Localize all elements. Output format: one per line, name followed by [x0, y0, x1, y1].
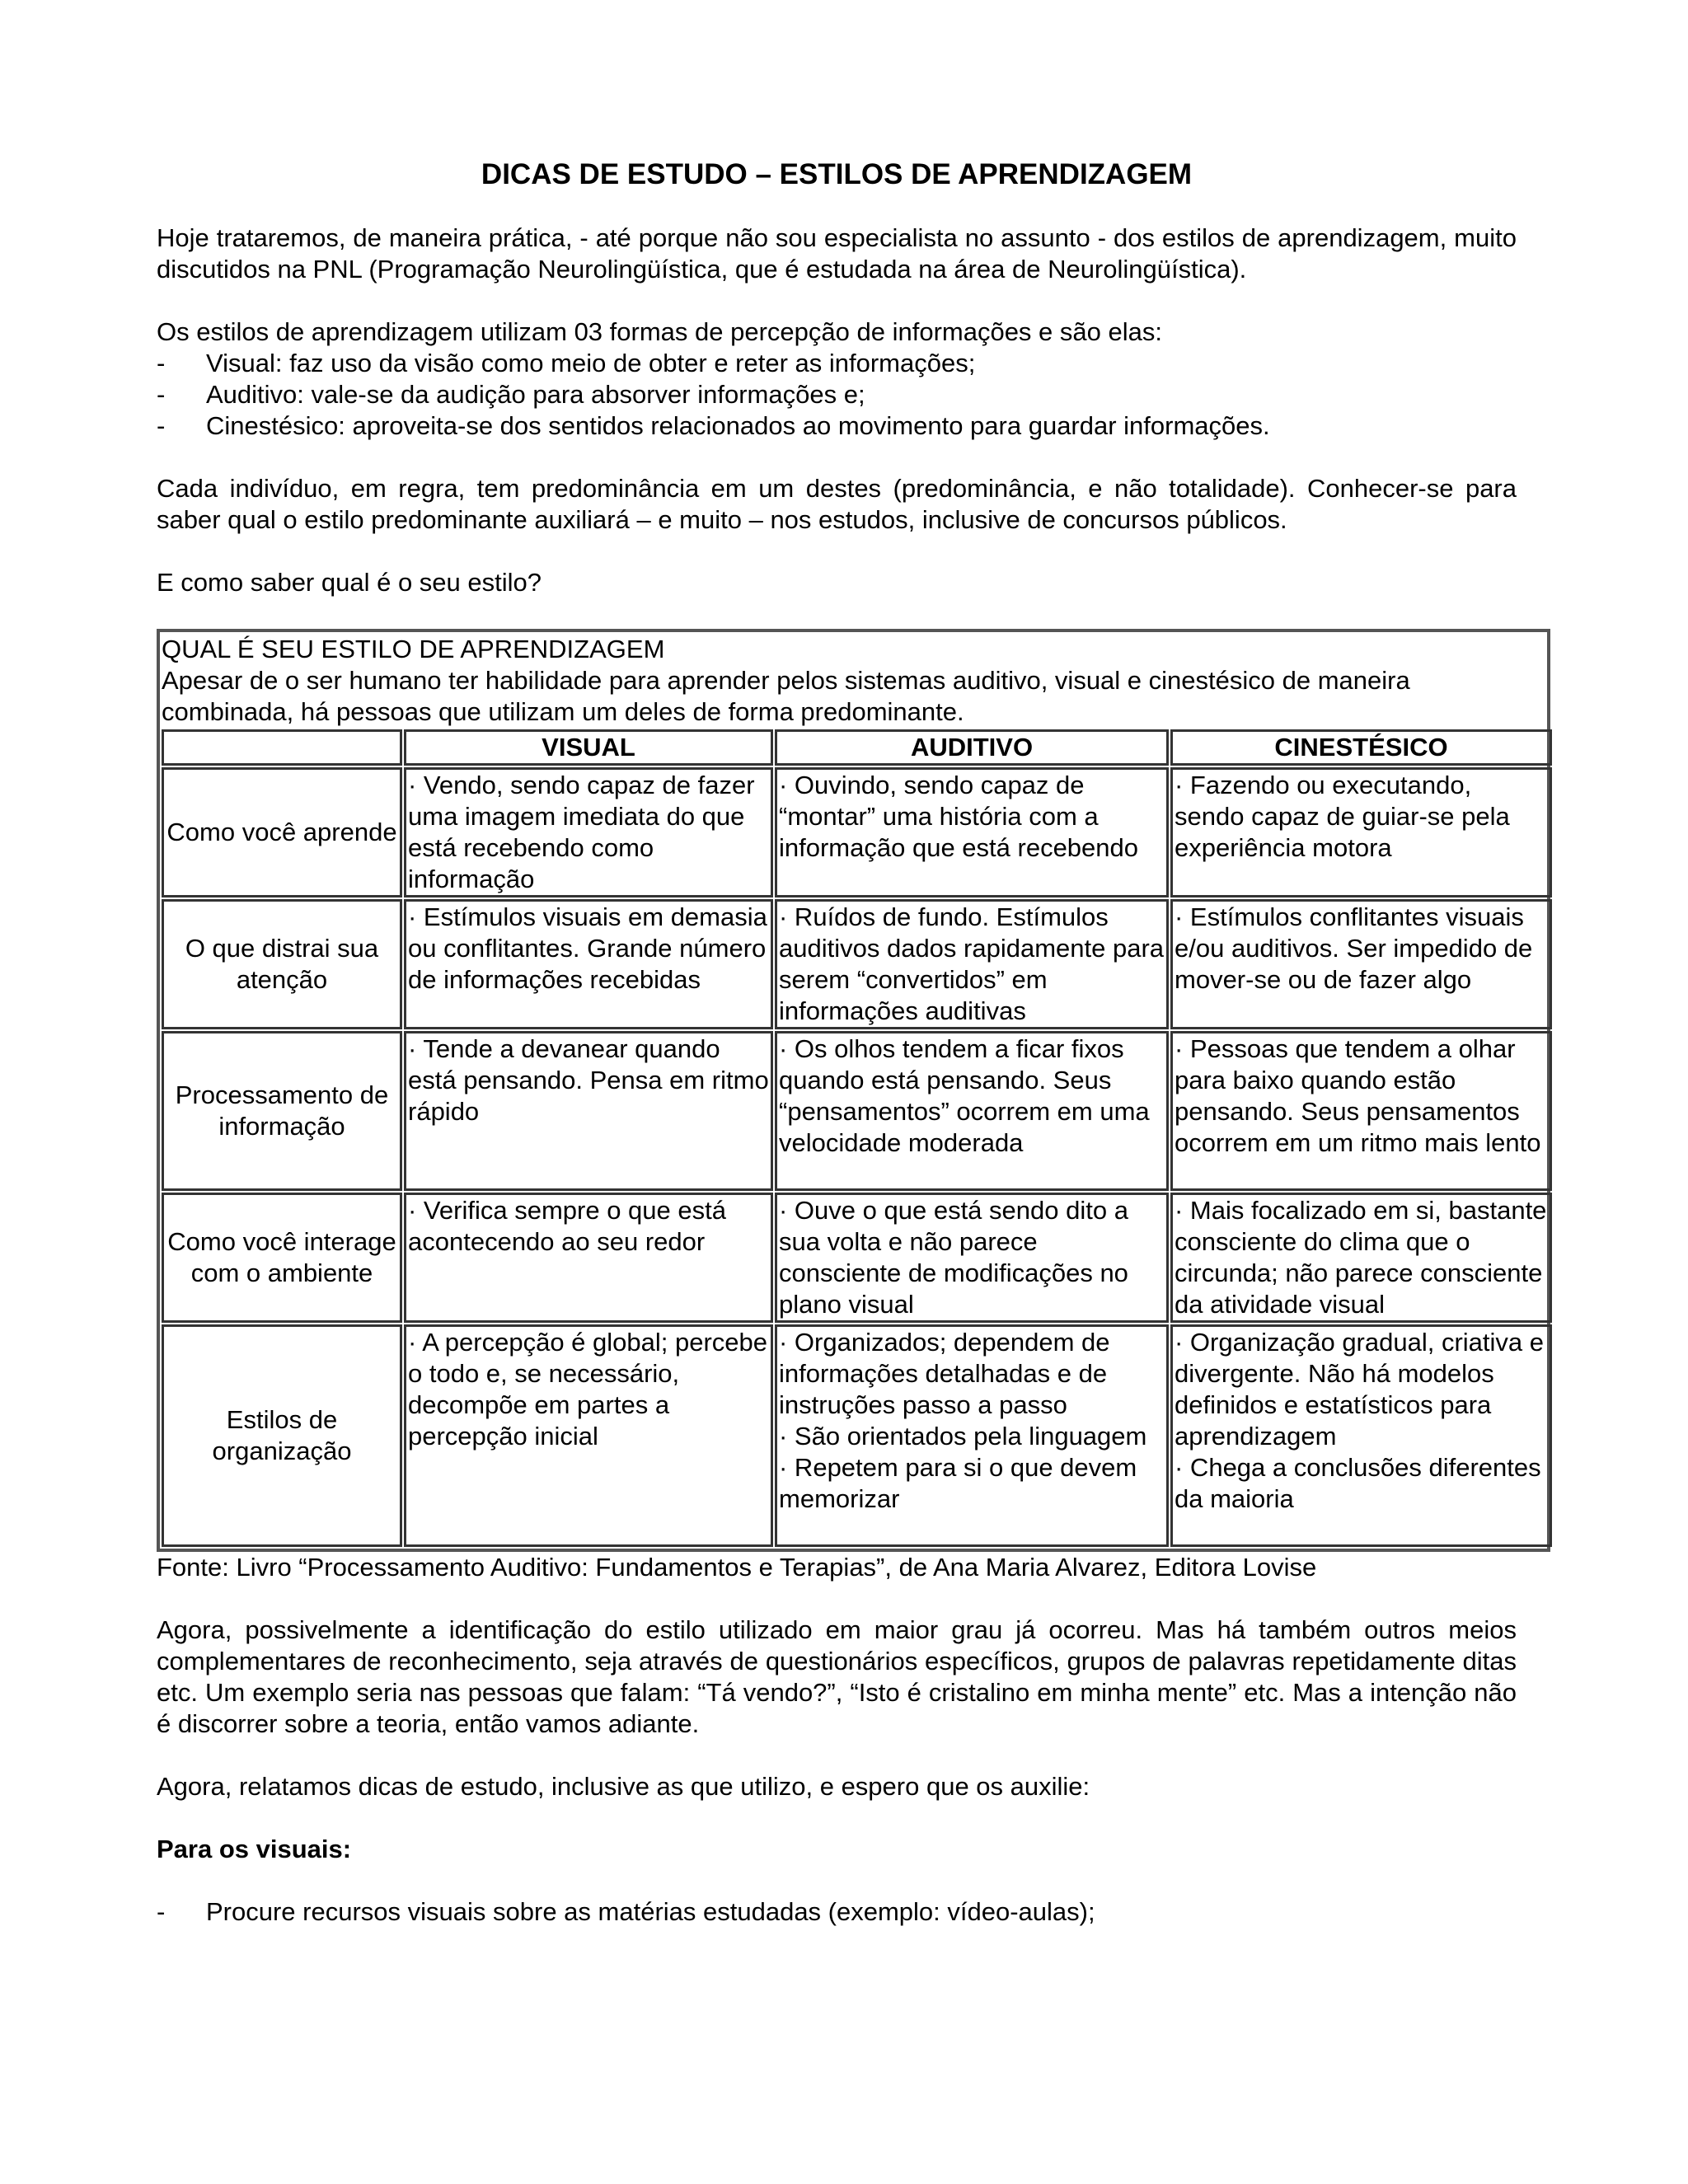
cell-visual: · Estímulos visuais em demasia ou conflitantes. Grande número de informações recebidas: [404, 899, 773, 1029]
document-title: DICAS DE ESTUDO – ESTILOS DE APRENDIZAGEM: [481, 158, 1193, 190]
list-item-text: Cinestésico: aproveita-se dos sentidos relacionados ao movimento para guardar informações.: [206, 411, 1270, 440]
cell-visual: · Verifica sempre o que está acontecendo ao seu redor: [404, 1193, 773, 1323]
list-dash: -: [157, 1897, 166, 1926]
row-label: O que distrai sua atenção: [162, 899, 402, 1029]
table-heading-block: [160, 632, 1547, 728]
list-item: [157, 348, 1517, 379]
list-dash: -: [157, 349, 166, 377]
learning-styles-table: [157, 629, 1550, 1552]
column-header-cinestesico: CINESTÉSICO: [1170, 729, 1552, 766]
list-item: [157, 379, 1517, 410]
table-header-row: [162, 729, 1552, 766]
after-table-paragraph: Agora, possivelmente a identificação do estilo utilizado em maior grau já ocorreu. Mas há também outros meios complementares de reconhecimento, seja através de questionários específicos, grupos de palavras repetidamente ditas etc. Um exemplo seria nas pessoas que falam: “Tá vendo?”, “Isto é cristalino em minha mente” etc. Mas a intenção não é discorrer sobre a teoria, então vamos adiante.: [157, 1615, 1517, 1738]
cell-line: · São orientados pela linguagem: [779, 1422, 1147, 1451]
list-item-text: Auditivo: vale-se da audição para absorver informações e;: [206, 380, 865, 409]
table-grid: [160, 728, 1554, 1549]
cell-cinestesico: · Estímulos conflitantes visuais e/ou auditivos. Ser impedido de mover-se ou de fazer algo: [1170, 899, 1552, 1029]
cell-auditivo: · Ouvindo, sendo capaz de “montar” uma história com a informação que está recebendo: [775, 767, 1169, 898]
cell-cinestesico: [1170, 1324, 1552, 1547]
cell-auditivo: · Os olhos tendem a ficar fixos quando está pensando. Seus “pensamentos” ocorrem em uma velocidade moderada: [775, 1031, 1169, 1191]
cell-line: · Organizados; dependem de informações detalhadas e de instruções passo a passo: [779, 1328, 1110, 1419]
question-paragraph: E como saber qual é o seu estilo?: [157, 568, 542, 597]
predominance-paragraph: Cada indivíduo, em regra, tem predominância em um destes (predominância, e não totalidade). Conhecer-se para saber qual o estilo predominante auxiliará – e muito – nos estudos, inclusive de concursos públicos.: [157, 474, 1517, 534]
row-label: Como você aprende: [162, 767, 402, 898]
intro-paragraph: Hoje trataremos, de maneira prática, - até porque não sou especialista no assunto - dos estilos de aprendizagem, muito discutidos na PNL (Programação Neurolingüística, que é estudada na área de Neurolingüística).: [157, 223, 1517, 284]
styles-intro: Os estilos de aprendizagem utilizam 03 formas de percepção de informações e são elas:: [157, 317, 1162, 346]
row-label: Estilos de organização: [162, 1324, 402, 1547]
corner-cell: [162, 729, 402, 766]
cell-cinestesico: · Fazendo ou executando, sendo capaz de guiar-se pela experiência motora: [1170, 767, 1552, 898]
list-item: [157, 410, 1517, 442]
document-content: [157, 148, 1547, 1928]
cell-visual: · Tende a devanear quando está pensando. Pensa em ritmo rápido: [404, 1031, 773, 1191]
cell-line: · Organização gradual, criativa e divergente. Não há modelos definidos e estatísticos para aprendizagem: [1175, 1328, 1545, 1451]
table-row: [162, 767, 1552, 898]
table-heading-desc: combinada, há pessoas que utilizam um deles de forma predominante.: [162, 697, 964, 726]
table-source: Fonte: Livro “Processamento Auditivo: Fundamentos e Terapias”, de Ana Maria Alvarez, Editora Lovise: [157, 1553, 1317, 1582]
list-item-text: Visual: faz uso da visão como meio de obter e reter as informações;: [206, 349, 976, 377]
row-label: Processamento de informação: [162, 1031, 402, 1191]
cell-cinestesico: · Mais focalizado em si, bastante consciente do clima que o circunda; não parece consciente da atividade visual: [1170, 1193, 1552, 1323]
column-header-visual: VISUAL: [404, 729, 773, 766]
list-dash: -: [157, 380, 166, 409]
cell-visual: · Vendo, sendo capaz de fazer uma imagem imediata do que está recebendo como informação: [404, 767, 773, 898]
column-header-auditivo: AUDITIVO: [775, 729, 1169, 766]
table-heading: QUAL É SEU ESTILO DE APRENDIZAGEM: [162, 635, 665, 663]
cell-line: · Repetem para si o que devem memorizar: [779, 1453, 1137, 1513]
visuals-heading: Para os visuais:: [157, 1835, 352, 1863]
list-item-text: Procure recursos visuais sobre as matérias estudadas (exemplo: vídeo-aulas);: [206, 1897, 1095, 1926]
row-label: Como você interage com o ambiente: [162, 1193, 402, 1323]
table-heading-desc: Apesar de o ser humano ter habilidade para aprender pelos sistemas auditivo, visual e cinestésico de maneira: [162, 666, 1410, 695]
table-row: [162, 1324, 1552, 1547]
list-item: [157, 1896, 1517, 1928]
cell-cinestesico: · Pessoas que tendem a olhar para baixo quando estão pensando. Seus pensamentos ocorrem em um ritmo mais lento: [1170, 1031, 1552, 1191]
cell-auditivo: [775, 1324, 1169, 1547]
cell-auditivo: · Ruídos de fundo. Estímulos auditivos dados rapidamente para serem “convertidos” em informações auditivas: [775, 899, 1169, 1029]
table-row: [162, 899, 1552, 1029]
cell-visual: · A percepção é global; percebe o todo e, se necessário, decompõe em partes a percepção inicial: [404, 1324, 773, 1547]
tips-intro: Agora, relatamos dicas de estudo, inclusive as que utilizo, e espero que os auxilie:: [157, 1772, 1090, 1801]
cell-auditivo: · Ouve o que está sendo dito a sua volta e não parece consciente de modificações no plano visual: [775, 1193, 1169, 1323]
cell-line: · Chega a conclusões diferentes da maioria: [1175, 1453, 1541, 1513]
table-row: [162, 1031, 1552, 1191]
list-dash: -: [157, 411, 166, 440]
table-row: [162, 1193, 1552, 1323]
